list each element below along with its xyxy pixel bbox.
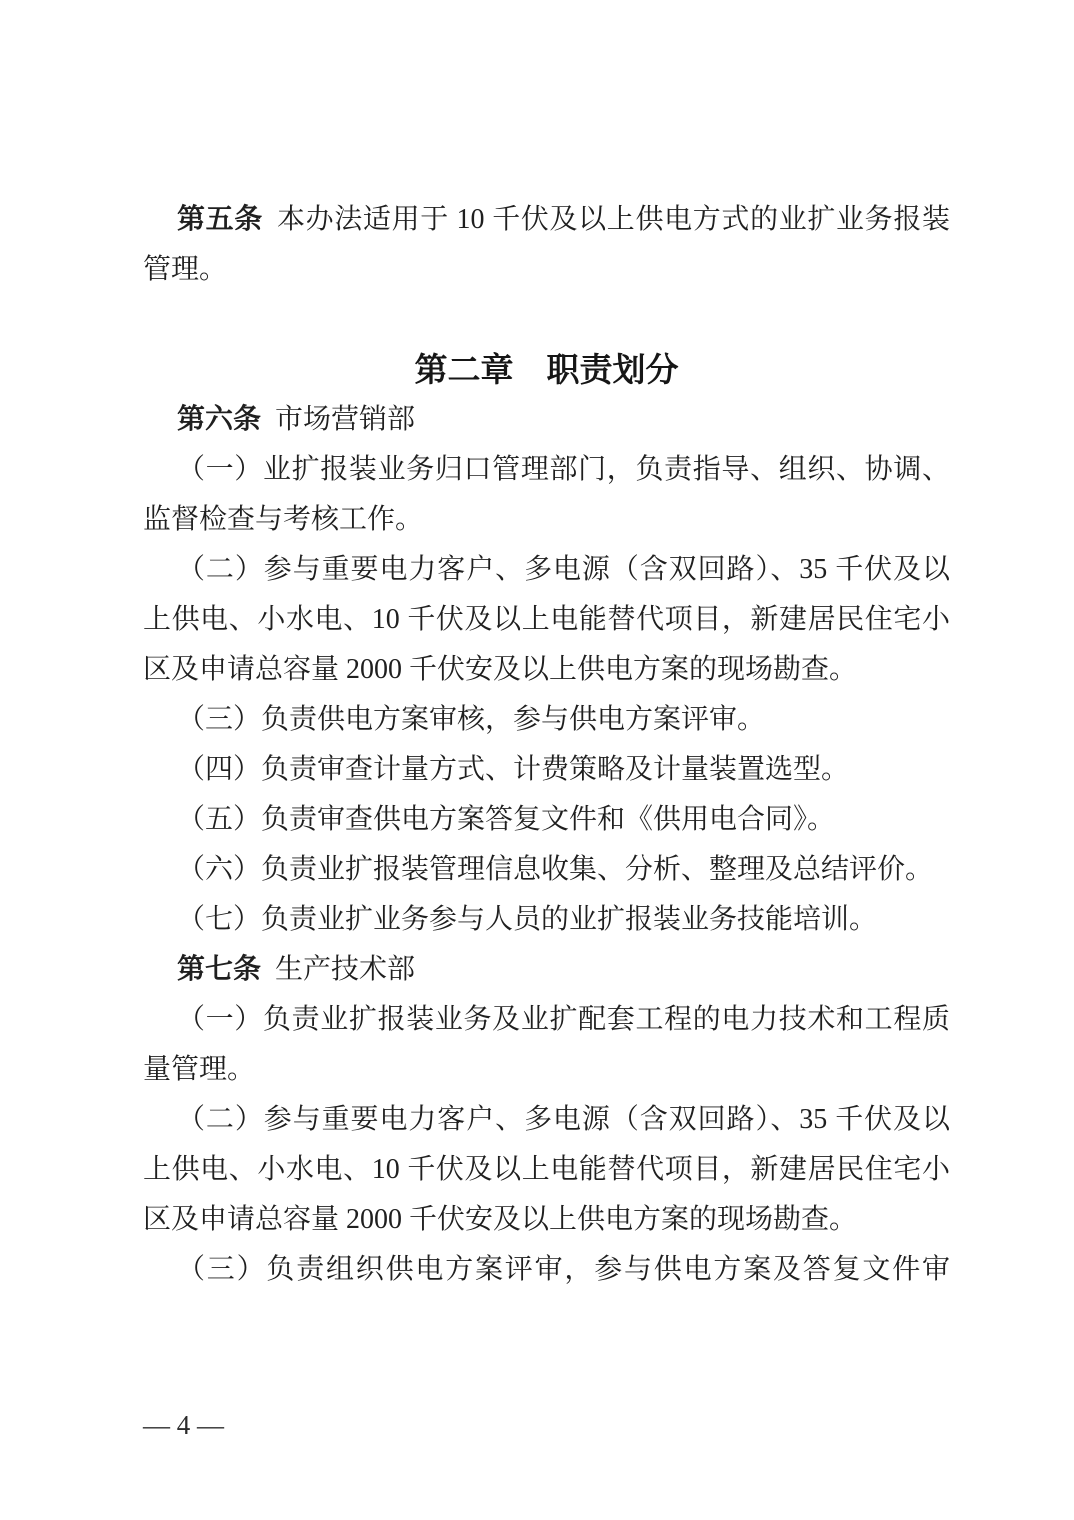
item-paragraph: （一）业扩报装业务归口管理部门，负责指导、组织、协调、监督检查与考核工作。 xyxy=(143,454,950,535)
article-label: 第六条 xyxy=(177,404,262,435)
chapter-heading: 第二章 职责划分 xyxy=(414,351,679,388)
article-label: 第七条 xyxy=(177,954,262,985)
item-paragraph: （二）参与重要电力客户、多电源（含双回路）、35 千伏及以上供电、小水电、10 千伏及以上电能替代项目，新建居民住宅小区及申请总容量 2000 千伏安及以上供电方案的现场勘查。 xyxy=(143,554,950,685)
item-paragraph: （三）负责组织供电方案评审，参与供电方案及答复文件审 xyxy=(177,1254,950,1285)
item-paragraph: （七）负责业扩业务参与人员的业扩报装业务技能培训。 xyxy=(177,904,878,935)
page-footer xyxy=(143,1400,224,1450)
item-paragraph: （一）负责业扩报装业务及业扩配套工程的电力技术和工程质量管理。 xyxy=(143,1004,950,1085)
article-label: 第五条 xyxy=(177,204,263,235)
article-text: 市场营销部 xyxy=(275,404,416,435)
item-paragraph: （五）负责审查供电方案答复文件和《供用电合同》。 xyxy=(177,804,836,835)
page-number: — 4 — xyxy=(143,1410,224,1440)
item-paragraph: （二）参与重要电力客户、多电源（含双回路）、35 千伏及以上供电、小水电、10 千伏及以上电能替代项目，新建居民住宅小区及申请总容量 2000 千伏安及以上供电方案的现场勘查。 xyxy=(143,1104,950,1235)
article-paragraph xyxy=(143,195,950,295)
article-paragraph xyxy=(143,395,950,445)
article-text: 本办法适用于 10 千伏及以上供电方式的业扩业务报装管理。 xyxy=(143,204,950,285)
document-content xyxy=(143,195,950,1295)
article-text: 生产技术部 xyxy=(275,954,416,985)
article-paragraph xyxy=(143,945,950,995)
item-paragraph: （三）负责供电方案审核，参与供电方案评审。 xyxy=(177,704,766,735)
item-paragraph: （四）负责审查计量方式、计费策略及计量装置选型。 xyxy=(177,754,850,785)
item-paragraph: （六）负责业扩报装管理信息收集、分析、整理及总结评价。 xyxy=(177,854,934,885)
